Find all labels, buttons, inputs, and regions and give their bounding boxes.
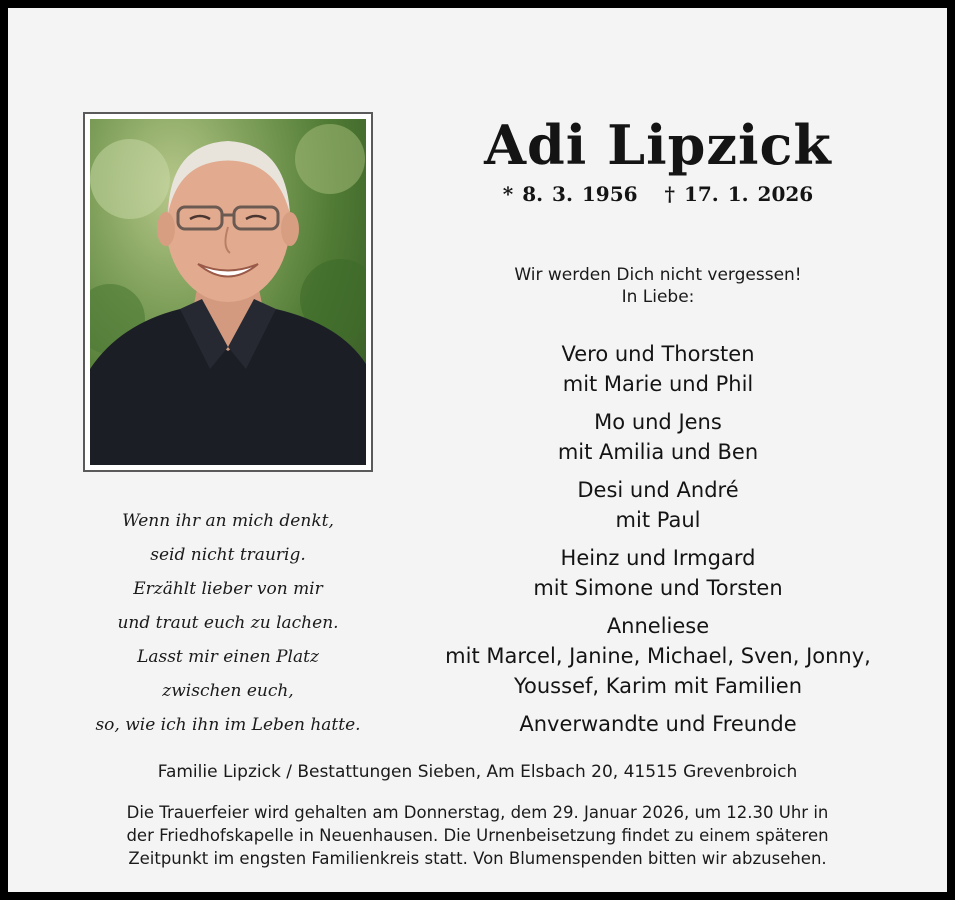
portrait-photo xyxy=(90,119,366,465)
mourners-list xyxy=(388,339,928,747)
mourner-group xyxy=(388,611,928,701)
death-date: † 17. 1. 2026 xyxy=(664,182,814,206)
mourner-line: Mo und Jens xyxy=(594,410,722,434)
mourner-line: Anneliese xyxy=(606,614,710,638)
poem xyxy=(68,504,388,742)
poem-line: seid nicht traurig. xyxy=(150,545,306,565)
mourner-line: Anverwandte und Freunde xyxy=(519,712,797,736)
ceremony-info xyxy=(48,801,907,870)
life-dates xyxy=(388,182,928,206)
family-address: Familie Lipzick / Bestattungen Sieben, Am Elsbach 20, 41515 Grevenbroich xyxy=(157,762,798,782)
mourner-group xyxy=(388,339,928,399)
mourner-line: mit Amilia und Ben xyxy=(557,440,759,464)
ceremony-line: Die Trauerfeier wird gehalten am Donnerstag, dem 29. Januar 2026, um 12.30 Uhr in xyxy=(126,803,829,822)
poem-line: und traut euch zu lachen. xyxy=(117,613,339,633)
ceremony-line: Zeitpunkt im engsten Familienkreis statt. Von Blumenspenden bitten wir abzusehen. xyxy=(128,849,827,868)
motto-line: In Liebe: xyxy=(621,287,695,307)
ceremony-line: der Friedhofskapelle in Neuenhausen. Die Urnenbeisetzung findet zu einem späteren xyxy=(126,826,829,845)
mourner-line: mit Simone und Torsten xyxy=(533,576,783,600)
mourner-group xyxy=(388,475,928,535)
mourner-line: Vero und Thorsten xyxy=(561,342,755,366)
deceased-name: Adi Lipzick xyxy=(484,113,832,177)
mourner-line: mit Marie und Phil xyxy=(562,372,754,396)
poem-line: Wenn ihr an mich denkt, xyxy=(122,511,334,531)
mourner-line: Desi und André xyxy=(577,478,739,502)
mourner-line: mit Paul xyxy=(615,508,701,532)
mourner-group xyxy=(388,543,928,603)
birth-date: * 8. 3. 1956 xyxy=(502,182,638,206)
motto xyxy=(388,264,928,308)
portrait-illustration xyxy=(90,119,366,465)
mourner-group xyxy=(388,407,928,467)
poem-line: zwischen euch, xyxy=(162,681,294,701)
motto-line: Wir werden Dich nicht vergessen! xyxy=(514,265,802,285)
mourner-line: mit Marcel, Janine, Michael, Sven, Jonny, xyxy=(445,644,871,668)
mourner-line: Heinz und Irmgard xyxy=(560,546,756,570)
mourner-line: Youssef, Karim mit Familien xyxy=(513,674,803,698)
poem-line: so, wie ich ihn im Leben hatte. xyxy=(95,715,361,735)
poem-line: Erzählt lieber von mir xyxy=(133,579,323,599)
obituary-notice xyxy=(8,8,947,892)
portrait-frame xyxy=(83,112,373,472)
poem-line: Lasst mir einen Platz xyxy=(137,647,319,667)
mourner-group xyxy=(388,709,928,739)
